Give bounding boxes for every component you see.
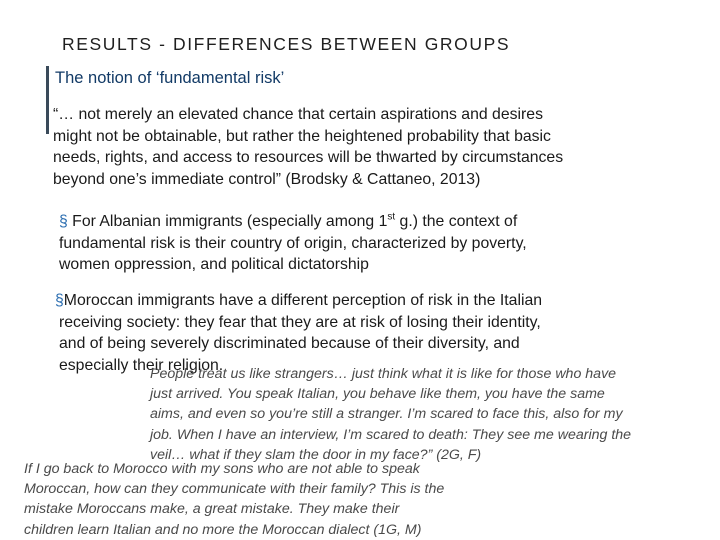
interview-quote-line: aims, and even so you’re still a stranger. I’m scared to face this, also for my <box>150 406 623 423</box>
interview-quote-line: veil… what if they slam the door in my face?” (2G, F) <box>150 446 482 463</box>
bullet-moroccan-line: especially their religion. <box>59 356 224 374</box>
bullet-albanian-text: g.) the context of <box>395 213 518 230</box>
bullet-moroccan-line: and of being severely discriminated because of their diversity, and <box>59 335 520 352</box>
interview-quote-line: job. When I have an interview, I’m scared to death: They see me wearing the <box>150 426 632 443</box>
interview-quote-1g <box>24 459 524 540</box>
subtitle: The notion of ‘fundamental risk’ <box>55 69 285 87</box>
interview-quote-line: just arrived. You speak Italian, you behave like them, you have the same <box>150 386 605 403</box>
interview-quote-line: People treat us like strangers… just think what it is like for those who have <box>150 366 617 382</box>
definition-quote-line: needs, rights, and access to resources will be thwarted by circumstances <box>53 149 564 166</box>
definition-quote-line: might not be obtainable, but rather the heightened probability that basic <box>53 127 551 145</box>
slide-title: RESULTS - DIFFERENCES BETWEEN GROUPS <box>62 34 511 54</box>
ordinal-superscript: st <box>387 211 396 223</box>
interview-quote-line: Moroccan, how can they communicate with their family? This is the <box>24 481 445 498</box>
bullet-moroccan-text: Moroccan immigrants have a different perception of risk in the Italian <box>63 292 543 309</box>
interview-quote-2g <box>150 364 710 465</box>
bullet-marker-icon: § <box>55 292 64 309</box>
definition-quote-line: “… not merely an elevated chance that certain aspirations and desires <box>53 106 543 123</box>
interview-quote-line: If I go back to Morocco with my sons who are not able to speak <box>24 461 420 477</box>
interview-quote-line: mistake Moroccans make, a great mistake. They make their <box>24 501 400 518</box>
bullet-albanian <box>59 211 527 276</box>
accent-bar <box>46 66 49 134</box>
bullet-marker-icon: § <box>59 213 68 230</box>
bullet-moroccan-line: receiving society: they fear that they are at risk of losing their identity, <box>59 313 541 331</box>
definition-quote <box>53 104 703 190</box>
definition-quote-line: beyond one’s immediate control” (Brodsky & Cattaneo, 2013) <box>53 170 481 188</box>
bullet-albanian-line: women oppression, and political dictatorship <box>59 256 369 273</box>
bullet-albanian-text: For Albanian immigrants (especially among 1 <box>67 213 388 230</box>
interview-quote-line: children learn Italian and no more the Moroccan dialect (1G, M) <box>24 521 422 538</box>
bullet-albanian-line: fundamental risk is their country of origin, characterized by poverty, <box>59 234 527 252</box>
